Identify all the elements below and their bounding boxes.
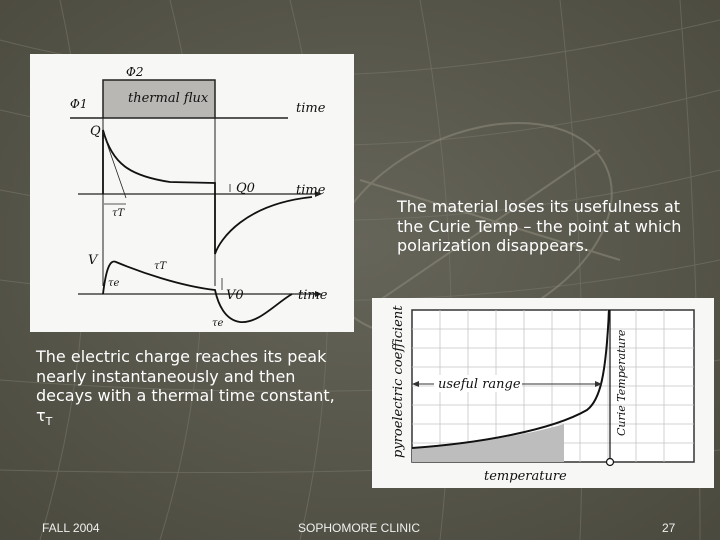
time-label-3: time xyxy=(298,288,328,303)
pyroelectric-response-figure xyxy=(30,54,354,332)
tau-e-label-2: τe xyxy=(212,318,224,329)
time-label-1: time xyxy=(296,101,326,116)
footer-title: SOPHOMORE CLINIC xyxy=(298,521,421,535)
tau-subscript: T xyxy=(45,414,53,428)
charge-decay-caption-text: The electric charge reaches its peak nearly instantaneously and then decays with a thermal time constant, xyxy=(36,347,335,405)
curie-temperature-figure xyxy=(372,298,714,488)
phi2-label: Φ2 xyxy=(126,65,144,79)
curie-temperature-label: Curie Temperature xyxy=(615,329,628,436)
phi1-label: Φ1 xyxy=(70,97,88,111)
charge-decay-caption xyxy=(36,347,346,431)
v0-label: V0 xyxy=(226,288,244,303)
v-label: V xyxy=(88,253,98,268)
tau-t-label-2: τT xyxy=(154,261,167,272)
thermal-flux-label: thermal flux xyxy=(128,91,209,106)
x-axis-label: temperature xyxy=(484,469,567,484)
time-label-2: time xyxy=(296,183,326,198)
y-axis-label: pyroelectric coefficient xyxy=(391,305,406,458)
tau-symbol: τ xyxy=(36,405,46,425)
voltage-curve xyxy=(103,261,292,322)
tau-t-label-1: τT xyxy=(112,208,125,219)
charge-curve xyxy=(103,130,312,254)
useful-range-label: useful range xyxy=(438,377,521,392)
footer-date: FALL 2004 xyxy=(42,521,100,535)
curie-temp-caption: The material loses its usefulness at the Curie Temp – the point at which polarization disappears. xyxy=(397,197,682,255)
tau-e-label-1: τe xyxy=(108,278,120,289)
curie-point-marker xyxy=(607,459,614,466)
q-label: Q xyxy=(90,124,101,139)
q0-label: Q0 xyxy=(236,181,255,196)
slide-number: 27 xyxy=(662,521,676,535)
